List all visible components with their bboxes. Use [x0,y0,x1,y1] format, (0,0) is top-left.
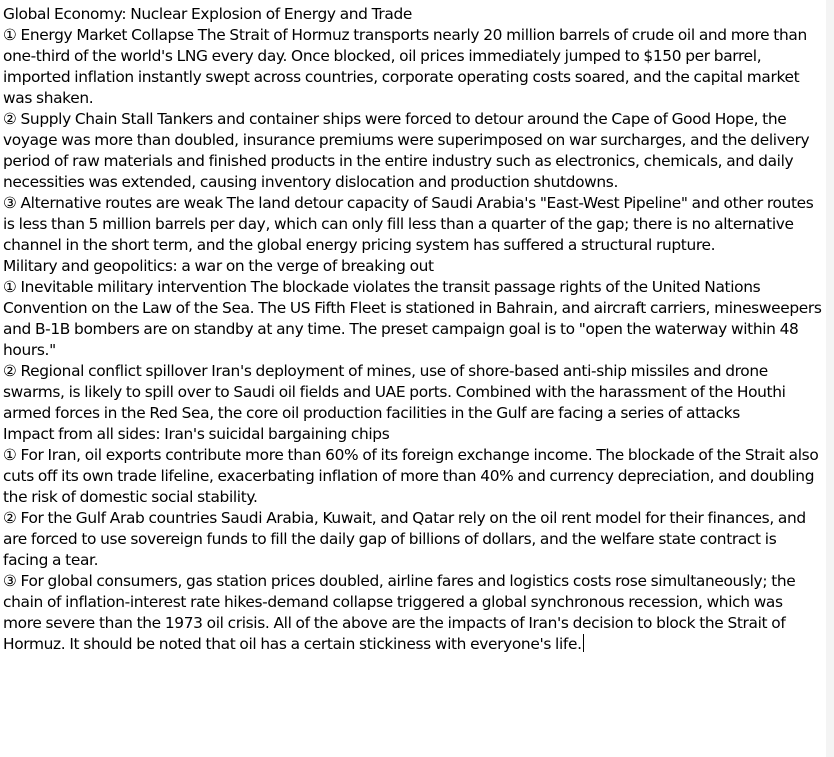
paragraph-impact-iran: ① For Iran, oil exports contribute more than 60% of its foreign exchange income. The blockade of the Strait also cuts off its own trade lifeline, exacerbating inflation of more than 40% and currency depreciation, and doubling the risk of domestic social stability. [3,446,819,506]
paragraph-military-intervention: ① Inevitable military intervention The blockade violates the transit passage rights of the United Nations Convention on the Law of the Sea. The US Fifth Fleet is stationed in Bahrain, and aircraft carriers, minesweepers and B-1B bombers are on standby at any time. The preset campaign goal is to "open the waterway within 48 hours." [3,278,822,359]
paragraph-regional-conflict: ② Regional conflict spillover Iran's deployment of mines, use of shore-based anti-ship missiles and drone swarms, is likely to spill over to Saudi oil fields and UAE ports. Combined with the harassment of the Houthi armed forces in the Red Sea, the core oil production facilities in the Gulf are facing a series of attacks [3,362,786,422]
heading-impact-all-sides: Impact from all sides: Iran's suicidal bargaining chips [3,425,390,443]
heading-global-economy: Global Economy: Nuclear Explosion of Energy and Trade [3,5,413,23]
document-body[interactable] [3,4,823,655]
paragraph-impact-gulf: ② For the Gulf Arab countries Saudi Arabia, Kuwait, and Qatar rely on the oil rent model for their finances, and are forced to use sovereign funds to fill the daily gap of billions of dollars, and the welfare state contract is facing a tear. [3,509,806,569]
paragraph-impact-consumers-text: ③ For global consumers, gas station prices doubled, airline fares and logistics costs rose simultaneously; the chain of inflation-interest rate hikes-demand collapse triggered a global synchronous recession, which was more severe than the 1973 oil crisis. All of the above are the impacts of Iran's decision to block the Strait of Hormuz. It should be noted that oil has a certain stickiness with everyone's life. [3,572,796,653]
heading-military-geopolitics: Military and geopolitics: a war on the verge of breaking out [3,257,434,275]
vertical-scrollbar[interactable] [826,0,834,757]
paragraph-energy-market-collapse: ① Energy Market Collapse The Strait of Hormuz transports nearly 20 million barrels of crude oil and more than one-third of the world's LNG every day. Once blocked, oil prices immediately jumped to $150 per barrel, imported inflation instantly swept across countries, corporate operating costs soared, and the capital market was shaken. [3,26,807,107]
paragraph-alternative-routes: ③ Alternative routes are weak The land detour capacity of Saudi Arabia's "East-West Pipeline" and other routes is less than 5 million barrels per day, which can only fill less than a quarter of the gap; there is no alternative channel in the short term, and the global energy pricing system has suffered a structural rupture. [3,194,814,254]
paragraph-impact-consumers [3,571,823,655]
text-cursor [583,634,584,652]
paragraph-supply-chain-stall: ② Supply Chain Stall Tankers and container ships were forced to detour around the Cape of Good Hope, the voyage was more than doubled, insurance premiums were superimposed on war surcharges, and the delivery period of raw materials and finished products in the entire industry such as electronics, chemicals, and daily necessities was extended, causing inventory dislocation and production shutdowns. [3,110,810,191]
